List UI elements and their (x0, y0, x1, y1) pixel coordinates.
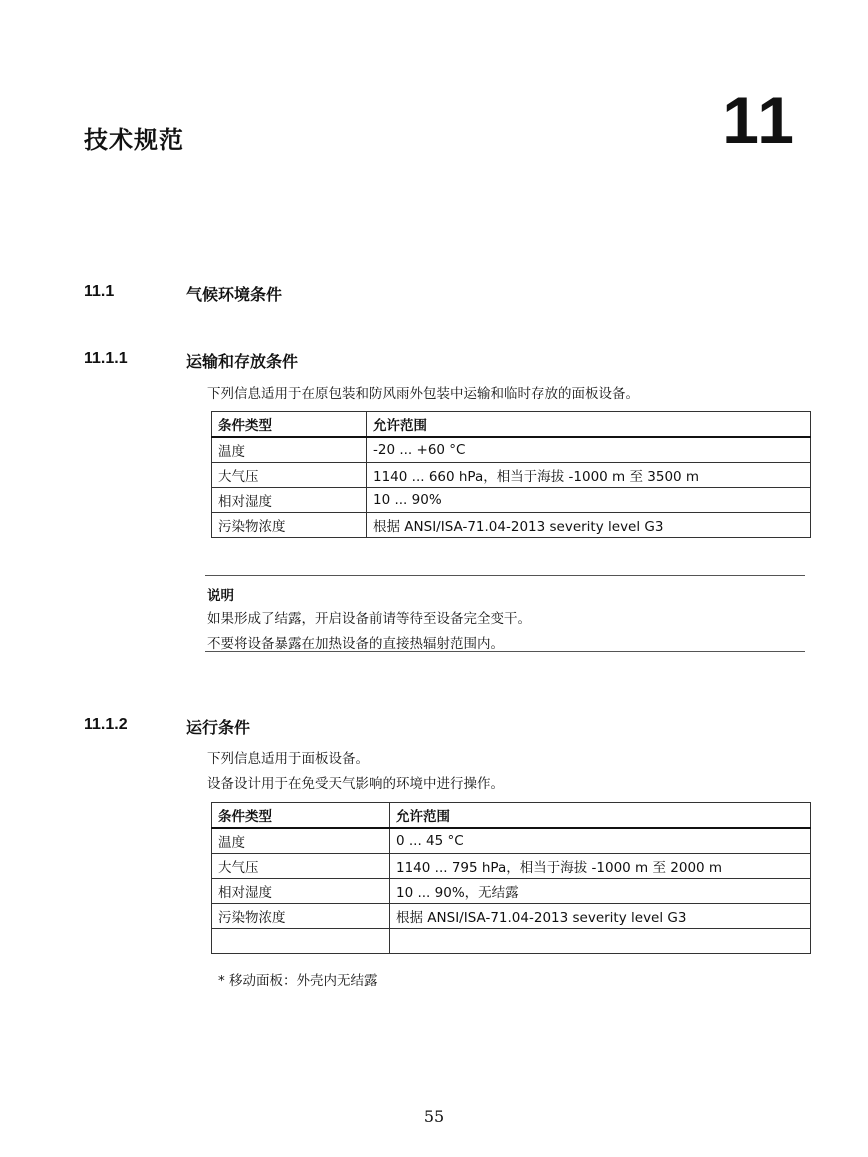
table-cell: 根据 ANSI/ISA-71.04-2013 severity level G3 (367, 513, 811, 538)
table-header-cell: 允许范围 (390, 803, 811, 829)
chapter-title: 技术规范 (84, 126, 184, 154)
table-cell: 0 ... 45 °C (390, 828, 811, 854)
table-cell (212, 929, 390, 954)
section-11-1-1-intro: 下列信息适用于在原包装和防风雨外包装中运输和临时存放的面板设备。 (207, 386, 639, 402)
table-cell: 污染物浓度 (212, 513, 367, 538)
table-row (212, 854, 811, 879)
table-row (212, 929, 811, 954)
table-cell: 相对湿度 (212, 879, 390, 904)
table-cell: 温度 (212, 437, 367, 463)
section-11-1-1-title: 运输和存放条件 (186, 352, 299, 371)
table-cell: 10 ... 90%，无结露 (390, 879, 811, 904)
table-cell: 根据 ANSI/ISA-71.04-2013 severity level G3 (390, 904, 811, 929)
table-cell: 1140 ... 795 hPa，相当于海拔 -1000 m 至 2000 m (390, 854, 811, 879)
table-cell (390, 929, 811, 954)
table-header-cell: 条件类型 (212, 803, 390, 829)
table-row (212, 904, 811, 929)
table-cell: 污染物浓度 (212, 904, 390, 929)
note-bottom-rule (205, 651, 805, 652)
table-row (212, 488, 811, 513)
storage-conditions-table (211, 411, 811, 538)
section-11-1-number: 11.1 (84, 283, 115, 300)
table-cell: 10 ... 90% (367, 488, 811, 513)
chapter-number: 11 (722, 83, 796, 157)
table-header-row (212, 412, 811, 438)
table-header-row (212, 803, 811, 829)
section-11-1-2-title: 运行条件 (186, 718, 251, 737)
section-11-1-2-intro: 下列信息适用于面板设备。 (207, 751, 369, 767)
page-number: 55 (423, 1107, 445, 1126)
table-cell: 相对湿度 (212, 488, 367, 513)
note-line: 如果形成了结露，开启设备前请等待至设备完全变干。 (207, 611, 531, 627)
note-top-rule (205, 575, 805, 576)
section-11-1-title: 气候环境条件 (186, 285, 283, 304)
table-row (212, 437, 811, 463)
table-cell: 1140 ... 660 hPa，相当于海拔 -1000 m 至 3500 m (367, 463, 811, 488)
table-header-cell: 允许范围 (367, 412, 811, 438)
table-cell: 大气压 (212, 854, 390, 879)
operating-conditions-table (211, 802, 811, 954)
table-cell: 温度 (212, 828, 390, 854)
section-11-1-2-intro: 设备设计用于在免受天气影响的环境中进行操作。 (207, 776, 504, 792)
table-row (212, 879, 811, 904)
table-header-cell: 条件类型 (212, 412, 367, 438)
table-row (212, 828, 811, 854)
table-row (212, 513, 811, 538)
footnote: * 移动面板：外壳内无结露 (218, 973, 378, 989)
note-label: 说明 (207, 588, 234, 604)
table-row (212, 463, 811, 488)
table-cell: -20 ... +60 °C (367, 437, 811, 463)
note-line: 不要将设备暴露在加热设备的直接热辐射范围内。 (207, 636, 504, 652)
section-11-1-1-number: 11.1.1 (84, 350, 128, 367)
table-cell: 大气压 (212, 463, 367, 488)
section-11-1-2-number: 11.1.2 (84, 716, 128, 733)
